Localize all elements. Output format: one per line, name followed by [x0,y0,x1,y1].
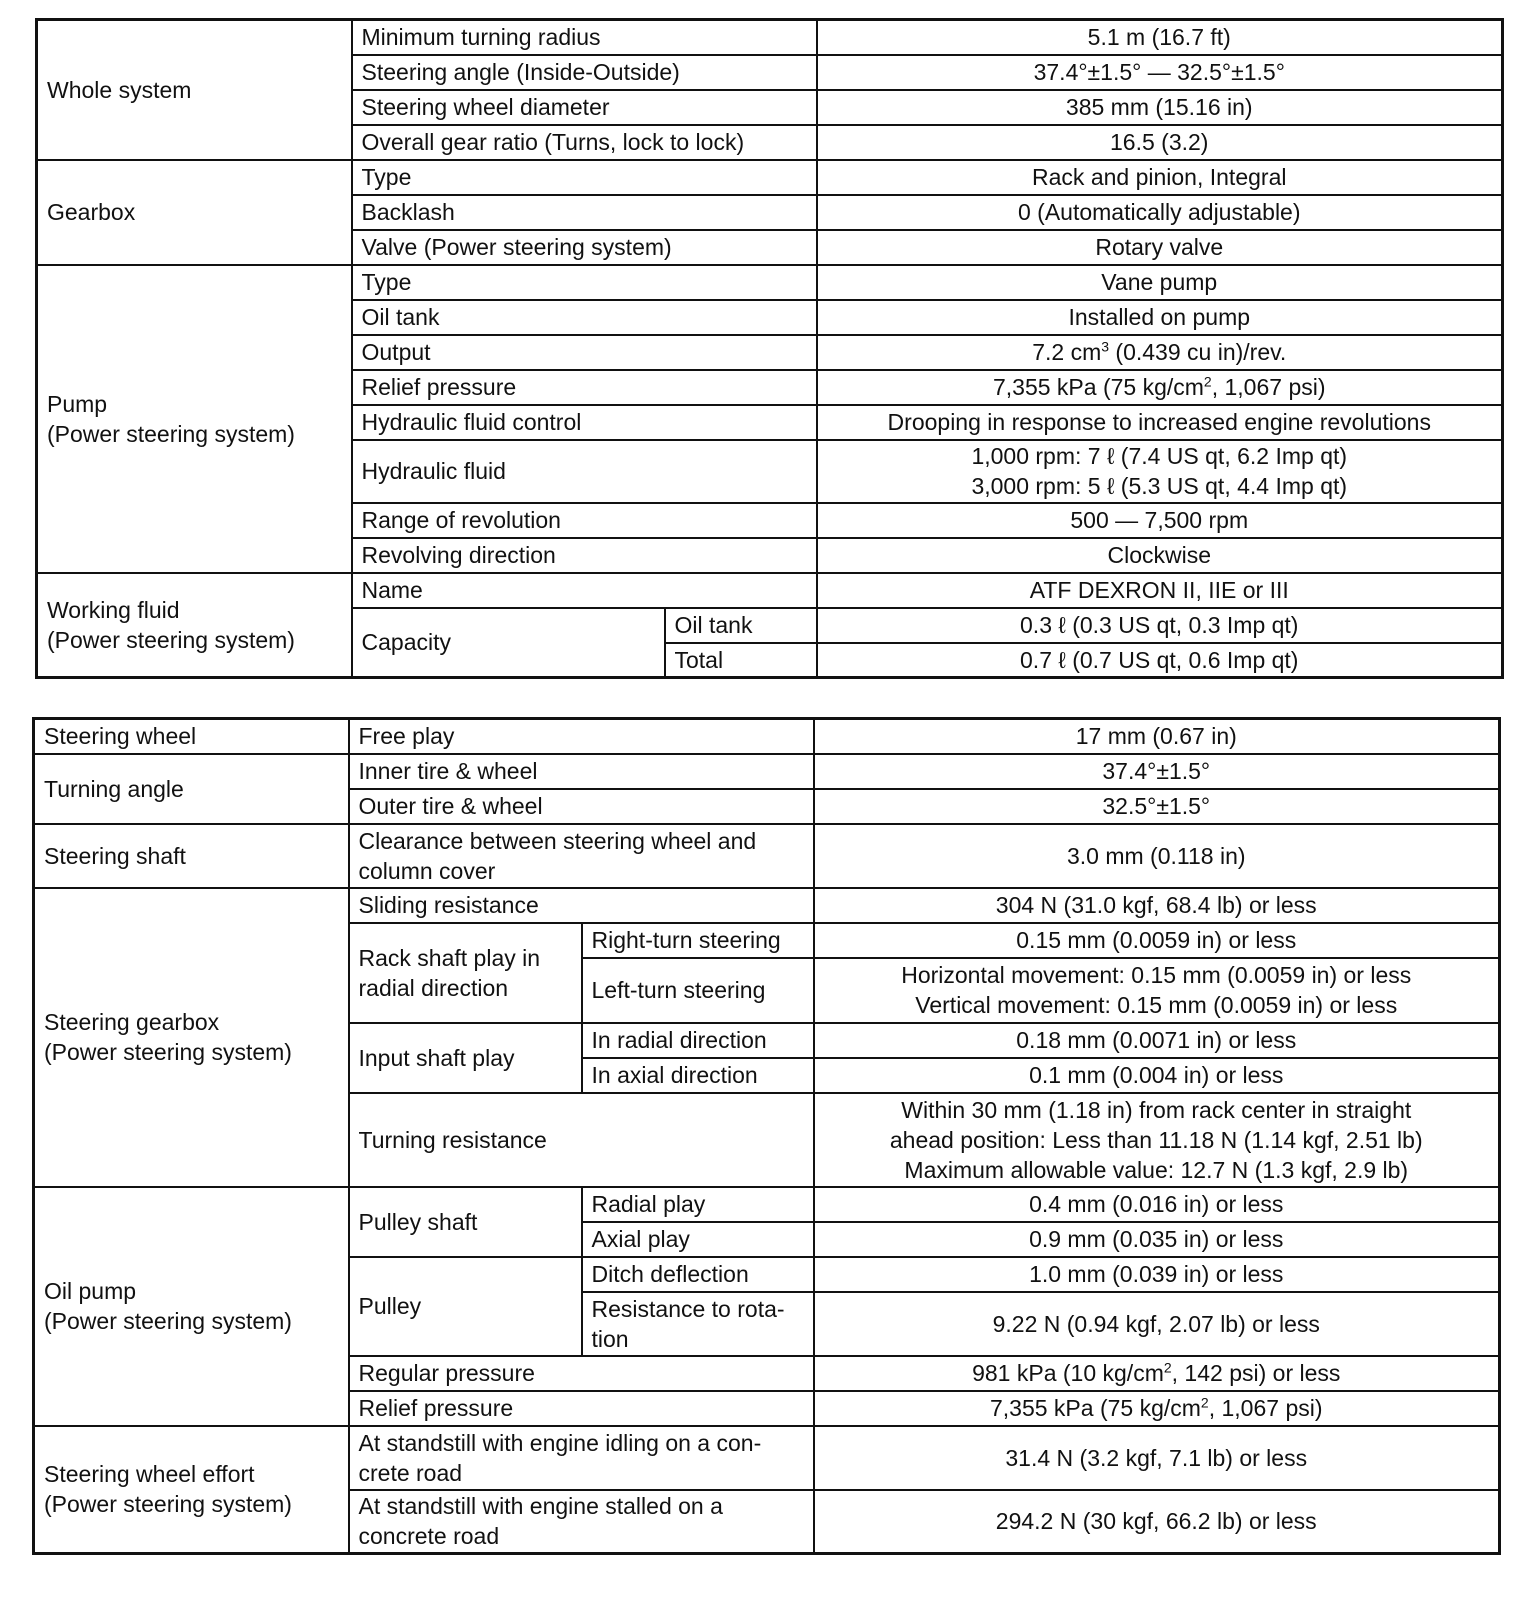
item-label: Capacity [352,608,665,678]
item-value: 32.5°±1.5° [814,789,1500,824]
subitem-label: In radial direction [582,1023,814,1058]
table-row [34,719,1500,754]
item-value: 981 kPa (10 $kg/cm^2$, 142 psi) or less [814,1356,1500,1391]
item-label: Outer tire & wheel [349,789,814,824]
item-value: 9.22 N (0.94 kgf, 2.07 lb) or less [814,1292,1500,1356]
table-row [34,888,1500,923]
item-label: Relief pressure [352,370,817,405]
item-value: 500 — 7,500 rpm [817,503,1503,538]
group-pump [37,265,352,573]
item-value: Within 30 mm (1.18 in) from rack center in straight ahead position: Less than 11.18 N (1.14 kgf, 2.51 lb) Maximum allowable value: 12.7 N (1.3 kgf, 2.9 lb) [814,1093,1500,1187]
item-label: Input shaft play [349,1023,582,1093]
item-label: Revolving direction [352,538,817,573]
group-sublabel: (Power steering system) [44,1491,292,1518]
group-label: Oil pump [44,1278,137,1304]
item-value: 17 mm (0.67 in) [814,719,1500,754]
item-label: Inner tire & wheel [349,754,814,789]
item-value: 1,000 rpm: 7 ℓ (7.4 US qt, 6.2 Imp qt) 3,000 rpm: 5 ℓ (5.3 US qt, 4.4 Imp qt) [817,440,1503,503]
item-label: Clearance between steering wheel and column cover [349,824,814,888]
group-label: Steering gearbox [44,1009,220,1035]
item-value: 0.9 mm (0.035 in) or less [814,1222,1500,1257]
item-label: Overall gear ratio (Turns, lock to lock) [352,125,817,160]
subitem-label: Oil tank [665,608,817,643]
item-value: ATF DEXRON II, IIE or III [817,573,1503,608]
item-label: Pulley shaft [349,1187,582,1257]
item-label: Name [352,573,817,608]
item-value: 37.4°±1.5° [814,754,1500,789]
table-row [34,824,1500,888]
subitem-label: Total [665,643,817,678]
subitem-label: Axial play [582,1222,814,1257]
item-label: Valve (Power steering system) [352,230,817,265]
item-value: 304 N (31.0 kgf, 68.4 lb) or less [814,888,1500,923]
group-label: Pump [47,390,108,417]
item-value: 0.4 mm (0.016 in) or less [814,1187,1500,1222]
group-working-fluid [37,573,352,678]
group-gearbox: Gearbox [37,160,352,265]
item-label: Output [352,335,817,370]
item-label: Oil tank [352,300,817,335]
item-value: Drooping in response to increased engine revolutions [817,405,1503,440]
group-label: Steering wheel effort [44,1461,255,1488]
group-sublabel: (Power steering system) [47,420,295,447]
item-label: At standstill with engine stalled on a concrete road [349,1490,814,1554]
subitem-label: Radial play [582,1187,814,1222]
item-value: 7,355 kPa (75 $kg/cm^2$, 1,067 psi) [817,370,1503,405]
item-value: 3.0 mm (0.118 in) [814,824,1500,888]
item-value: 0.7 ℓ (0.7 US qt, 0.6 Imp qt) [817,643,1503,678]
item-label: Regular pressure [349,1356,814,1391]
subitem-label: In axial direction [582,1058,814,1093]
subitem-label: Left-turn steering [582,958,814,1023]
group-sublabel: (Power steering system) [44,1039,292,1065]
subitem-label: Ditch deflection [582,1257,814,1292]
item-label: Turning resistance [349,1093,814,1187]
item-value: 7,355 kPa (75 $kg/cm^2$, 1,067 psi) [814,1391,1500,1426]
item-label: Type [352,265,817,300]
group-turning-angle: Turning angle [34,754,349,824]
item-label: Steering angle (Inside-Outside) [352,55,817,90]
group-oil-pump [34,1187,349,1426]
group-sublabel: (Power steering system) [44,1308,292,1334]
item-label: Pulley [349,1257,582,1356]
item-label: Relief pressure [349,1391,814,1426]
item-value: 294.2 N (30 kgf, 66.2 lb) or less [814,1490,1500,1554]
table-row [37,20,1503,55]
item-label: Minimum turning radius [352,20,817,55]
item-label: Range of revolution [352,503,817,538]
item-value: Rack and pinion, Integral [817,160,1503,195]
specifications-table-1 [35,18,1504,679]
item-label: Free play [349,719,814,754]
table-row [34,754,1500,789]
table-row [37,160,1503,195]
item-value: 0.3 ℓ (0.3 US qt, 0.3 Imp qt) [817,608,1503,643]
item-label: At standstill with engine idling on a con- crete road [349,1426,814,1490]
group-whole-system: Whole system [37,20,352,160]
table-row [37,573,1503,608]
item-label: Rack shaft play in radial direction [349,923,582,1023]
item-value: 31.4 N (3.2 kgf, 7.1 lb) or less [814,1426,1500,1490]
table-row [37,265,1503,300]
item-value: 0 (Automatically adjustable) [817,195,1503,230]
item-value: 0.15 mm (0.0059 in) or less [814,923,1500,958]
item-value: 0.18 mm (0.0071 in) or less [814,1023,1500,1058]
group-sublabel: (Power steering system) [47,626,295,653]
item-value: 0.1 mm (0.004 in) or less [814,1058,1500,1093]
item-label: Backlash [352,195,817,230]
item-value: 16.5 (3.2) [817,125,1503,160]
item-value: 37.4°±1.5° — 32.5°±1.5° [817,55,1503,90]
group-steering-shaft: Steering shaft [34,824,349,888]
subitem-label: Resistance to rota- tion [582,1292,814,1356]
item-label: Hydraulic fluid control [352,405,817,440]
item-value: Vane pump [817,265,1503,300]
item-label: Sliding resistance [349,888,814,923]
item-value: 385 mm (15.16 in) [817,90,1503,125]
specifications-table-2 [32,717,1501,1555]
group-label: Working fluid [47,596,180,623]
subitem-label: Right-turn steering [582,923,814,958]
group-steering-gearbox [34,888,349,1187]
group-steering-wheel-effort [34,1426,349,1554]
item-label: Steering wheel diameter [352,90,817,125]
item-value: Rotary valve [817,230,1503,265]
item-label: Hydraulic fluid [352,440,817,503]
table-row [34,1187,1500,1222]
item-value: 1.0 mm (0.039 in) or less [814,1257,1500,1292]
item-value: 7.2 $cm^3$ (0.439 cu in)/rev. [817,335,1503,370]
item-value: 5.1 m (16.7 ft) [817,20,1503,55]
item-value: Installed on pump [817,300,1503,335]
table-row [34,1426,1500,1490]
group-steering-wheel: Steering wheel [34,719,349,754]
item-value: Horizontal movement: 0.15 mm (0.0059 in) or less Vertical movement: 0.15 mm (0.0059 in) or less [814,958,1500,1023]
item-label: Type [352,160,817,195]
item-value: Clockwise [817,538,1503,573]
